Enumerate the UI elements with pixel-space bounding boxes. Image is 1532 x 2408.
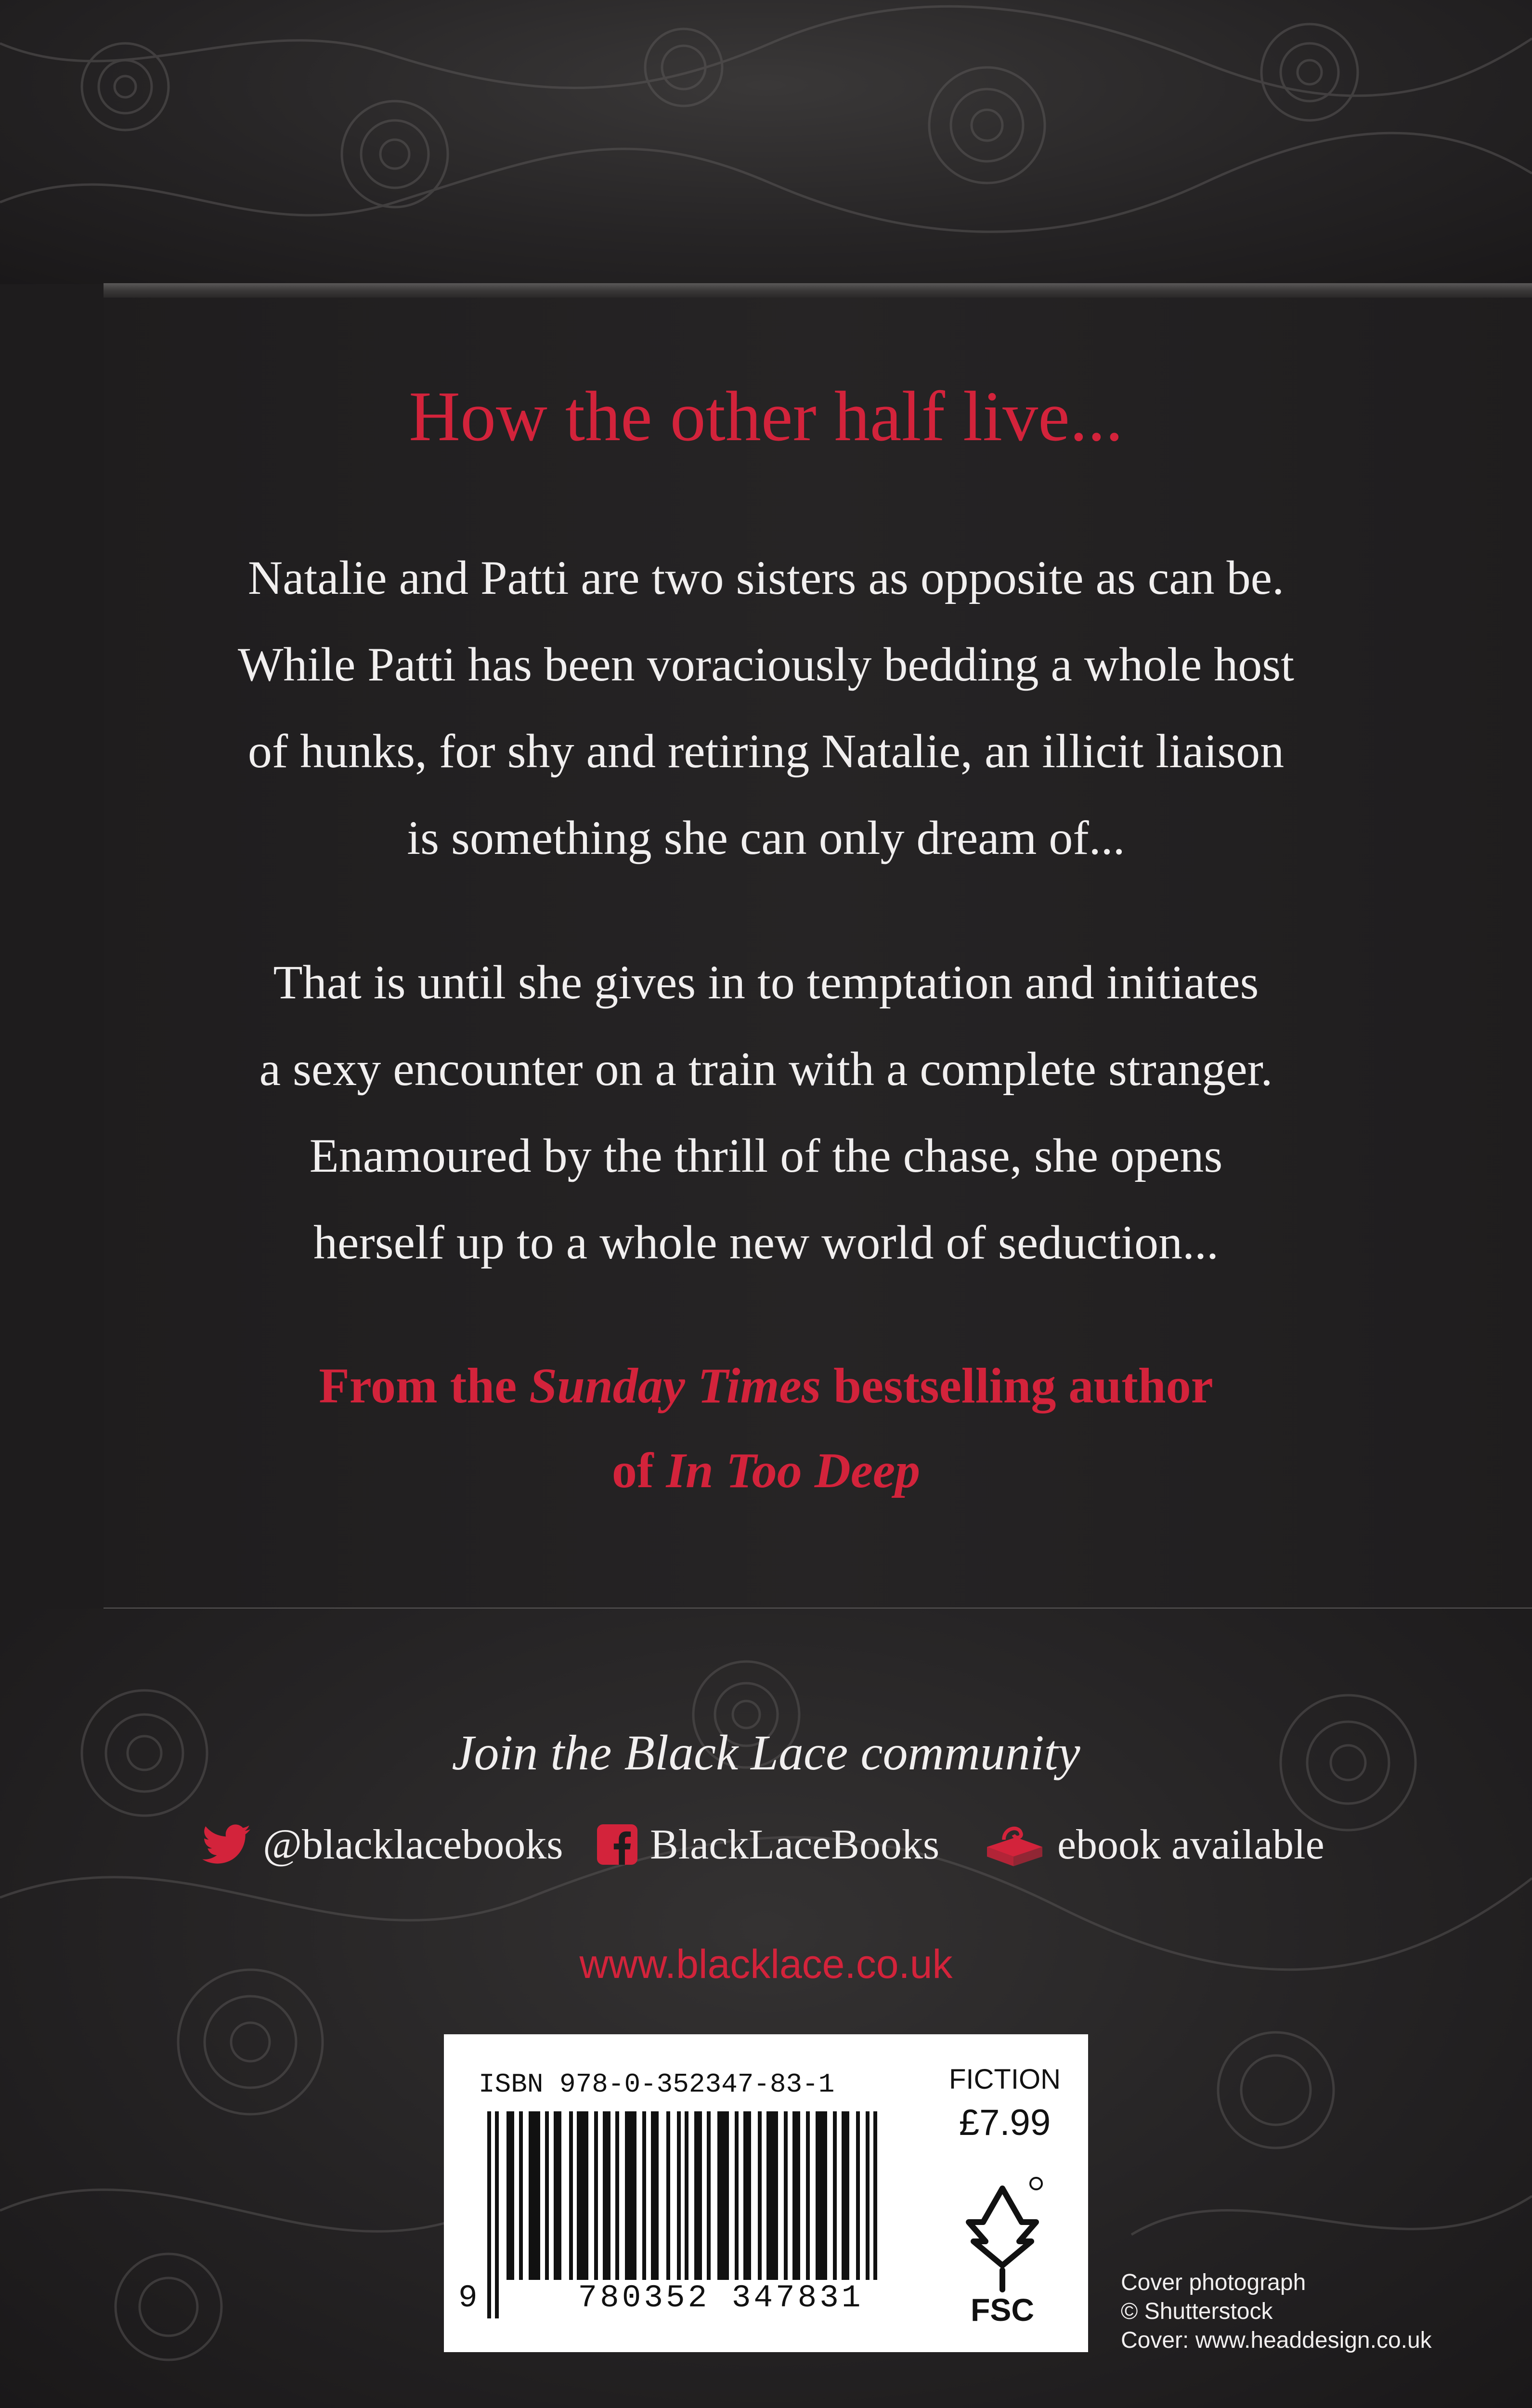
blurb-line: of hunks, for shy and retiring Natalie, an illicit liaison bbox=[247, 724, 1285, 778]
ean-first-digit: 9 bbox=[458, 2280, 478, 2316]
newspaper-name: Sunday Times bbox=[529, 1358, 821, 1413]
tagline-text: of bbox=[611, 1443, 666, 1498]
lace-pattern-top bbox=[0, 0, 1532, 284]
website-link[interactable]: www.blacklace.co.uk bbox=[579, 1941, 953, 1987]
credit-line: Cover: www.headdesign.co.uk bbox=[1121, 2328, 1432, 2353]
blurb-line: That is until she gives in to temptation and initiates bbox=[273, 955, 1259, 1009]
blurb-line: Enamoured by the thrill of the chase, she opens bbox=[309, 1129, 1223, 1182]
blurb-line: is something she can only dream of... bbox=[407, 811, 1125, 864]
cover-credits bbox=[1121, 2268, 1432, 2355]
genre-label: FICTION bbox=[949, 2064, 1061, 2095]
blurb-line: herself up to a whole new world of seduction... bbox=[313, 1216, 1219, 1269]
twitter-handle-text: @blacklacebooks bbox=[263, 1821, 563, 1868]
blurb-headline: How the other half live... bbox=[409, 377, 1123, 456]
blurb-paragraph-1 bbox=[0, 535, 1532, 881]
tagline-text: From the bbox=[319, 1358, 530, 1413]
facebook-page[interactable] bbox=[597, 1816, 939, 1873]
blurb-line: a sexy encounter on a train with a complete stranger. bbox=[259, 1042, 1273, 1096]
blurb-line: While Patti has been voraciously bedding a whole host bbox=[238, 638, 1294, 691]
tagline-line-2 bbox=[0, 1428, 1532, 1513]
facebook-icon bbox=[597, 1824, 637, 1865]
blurb-paragraph-2 bbox=[0, 939, 1532, 1286]
tagline-line-1 bbox=[0, 1344, 1532, 1428]
author-tagline bbox=[0, 1344, 1532, 1513]
lace-decoration bbox=[0, 0, 1532, 284]
divider-rail-top bbox=[104, 283, 1532, 298]
ebook-availability-text: ebook available bbox=[1057, 1821, 1324, 1868]
tagline-text: bestselling author bbox=[821, 1358, 1213, 1413]
twitter-bird-icon bbox=[202, 1824, 250, 1865]
ean-digits: 780352 347831 bbox=[511, 2280, 930, 2323]
previous-book-title: In Too Deep bbox=[666, 1443, 921, 1498]
credit-line: Cover photograph bbox=[1121, 2270, 1306, 2295]
isbn-text: ISBN 978-0-352347-83-1 bbox=[479, 2069, 835, 2100]
fsc-text: FSC bbox=[971, 2292, 1034, 2328]
ebook-availability bbox=[982, 1816, 1324, 1873]
fsc-tree-logo-icon bbox=[954, 2169, 1051, 2328]
price-label: £7.99 bbox=[959, 2102, 1051, 2143]
community-heading: Join the Black Lace community bbox=[452, 1725, 1080, 1780]
facebook-page-text: BlackLaceBooks bbox=[650, 1821, 940, 1868]
barcode-label bbox=[444, 2034, 1088, 2352]
ebook-reader-icon bbox=[982, 1823, 1045, 1866]
blurb-line: Natalie and Patti are two sisters as opposite as can be. bbox=[247, 551, 1285, 604]
credit-line: © Shutterstock bbox=[1121, 2299, 1273, 2324]
twitter-handle[interactable] bbox=[202, 1816, 563, 1873]
